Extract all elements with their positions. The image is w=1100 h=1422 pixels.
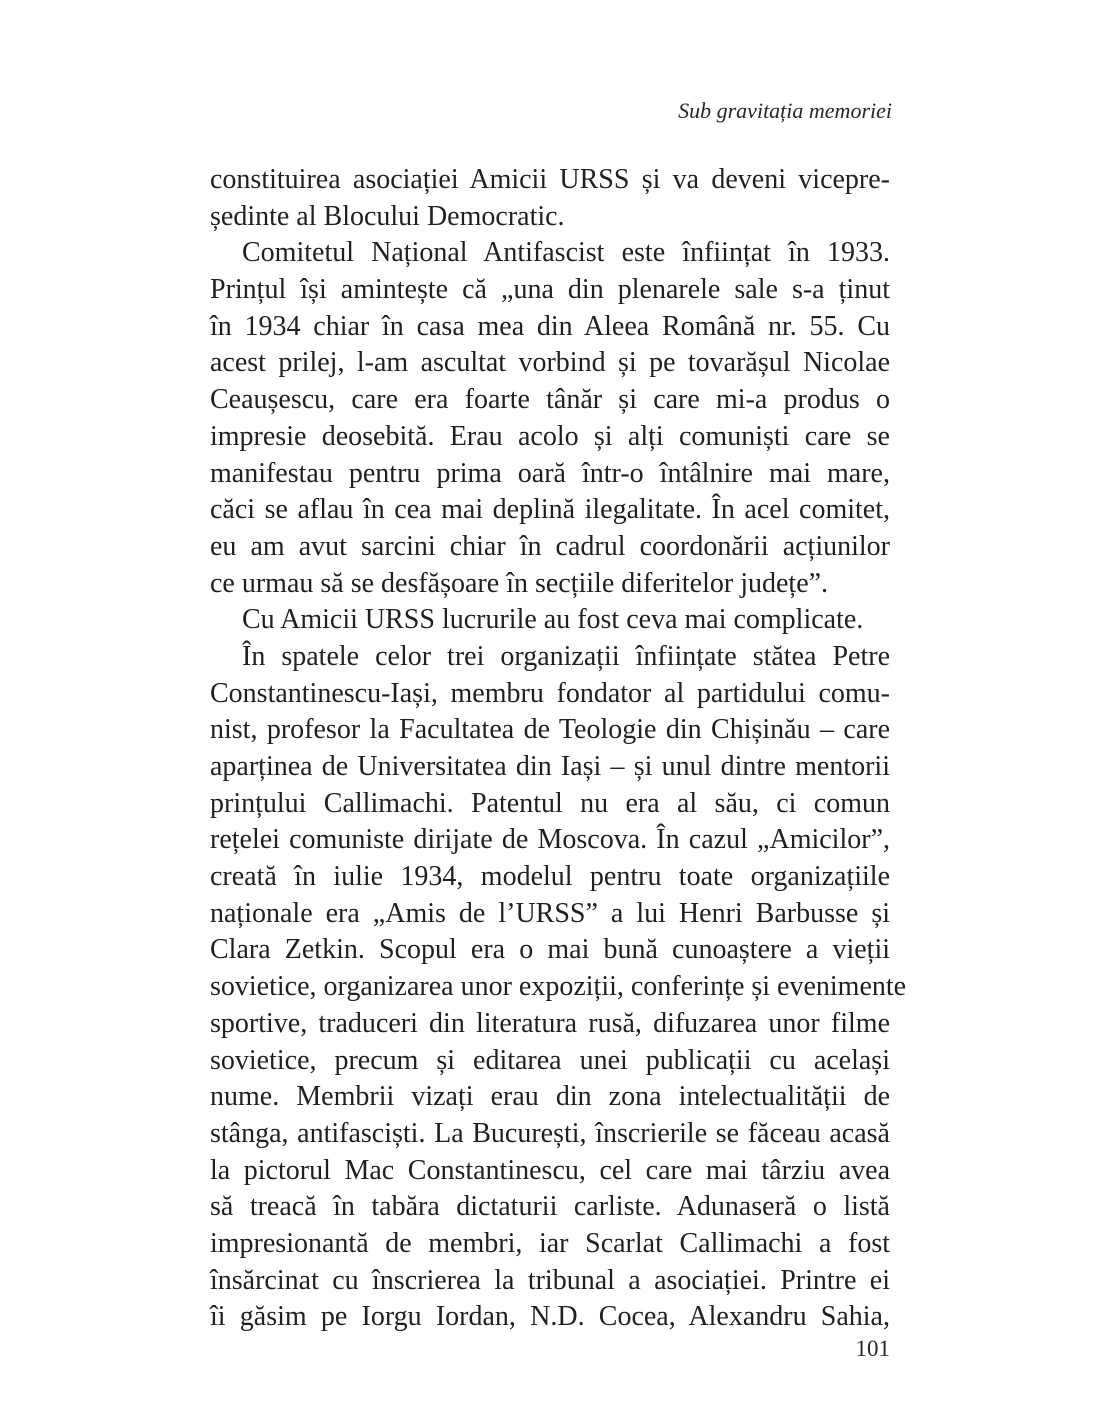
text-line: căci se aflau în cea mai deplină ilegalitate. În acel comitet, <box>210 494 890 526</box>
text-line: Comitetul Național Antifascist este înființat în 1933. <box>242 237 890 269</box>
text-line: nume. Membrii vizați erau din zona intelectualității de <box>210 1081 890 1113</box>
text-line: stânga, antifasciști. La București, înscrierile se făceau acasă <box>210 1117 890 1149</box>
text-line: impresie deosebită. Erau acolo și alți comuniști care se <box>210 420 890 452</box>
running-header: Sub gravitația memoriei <box>678 98 892 123</box>
page-number: 101 <box>855 1336 890 1361</box>
text-line: ce urmau să se desfășoare în secțiile diferitelor județe”. <box>210 567 829 599</box>
text-line: în 1934 chiar în casa mea din Aleea Română nr. 55. Cu <box>210 310 890 342</box>
text-line: prințului Callimachi. Patentul nu era al său, ci comun <box>210 787 890 819</box>
text-line: însărcinat cu înscrierea la tribunal a asociației. Printre ei <box>210 1264 890 1296</box>
text-line: constituirea asociației Amicii URSS și va deveni vicepre- <box>210 164 890 195</box>
text-line: să treacă în tabăra dictaturii carliste. Adunaseră o listă <box>210 1191 890 1223</box>
text-line: impresionantă de membri, iar Scarlat Callimachi a fost <box>210 1227 890 1259</box>
text-line: sovietice, organizarea unor expoziții, conferințe și evenimente <box>210 971 907 1003</box>
text-line: eu am avut sarcini chiar în cadrul coordonării acțiunilor <box>210 530 890 562</box>
text-line: creată în iulie 1934, modelul pentru toate organizațiile <box>210 861 890 893</box>
text-line: nist, profesor la Facultatea de Teologie din Chișinău – care <box>210 714 890 746</box>
text-line: sovietice, precum și editarea unei publicații cu același <box>210 1044 890 1076</box>
text-line: Constantinescu-Iași, membru fondator al partidului comu- <box>210 677 890 709</box>
body-text <box>210 162 907 1336</box>
text-line: acest prilej, l-am ascultat vorbind și pe tovarășul Nicolae <box>210 347 890 379</box>
text-line: aparținea de Universitatea din Iași – și unul dintre mentorii <box>210 751 890 782</box>
text-line: Clara Zetkin. Scopul era o mai bună cunoaștere a vieții <box>210 934 890 966</box>
text-line: rețelei comuniste dirijate de Moscova. În cazul „Amicilor”, <box>210 824 890 856</box>
text-line: Cu Amicii URSS lucrurile au fost ceva mai complicate. <box>242 604 864 636</box>
text-line: Ceaușescu, care era foarte tânăr și care mi-a produs o <box>210 384 890 416</box>
text-line: naționale era „Amis de l’URSS” a lui Henri Barbusse și <box>210 897 890 929</box>
text-line: manifestau pentru prima oară într-o întâlnire mai mare, <box>210 457 890 489</box>
text-line: îi găsim pe Iorgu Iordan, N.D. Cocea, Alexandru Sahia, <box>210 1301 890 1333</box>
text-line: sportive, traduceri din literatura rusă, difuzarea unor filme <box>210 1007 890 1039</box>
text-line: Prințul își amintește că „una din plenarele sale s-a ținut <box>210 274 890 306</box>
text-line: ședinte al Blocului Democratic. <box>210 200 565 232</box>
text-line: În spatele celor trei organizații înființate stătea Petre <box>242 640 890 672</box>
text-line: la pictorul Mac Constantinescu, cel care mai târziu avea <box>210 1154 890 1186</box>
